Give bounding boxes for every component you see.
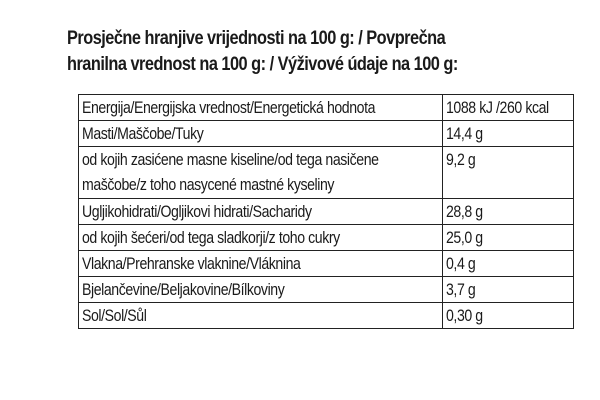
heading-line-1: Prosječne hranjive vrijednosti na 100 g: / Povprečna <box>67 28 446 49</box>
nutrient-name: Masti/Maščobe/Tuky <box>79 121 443 147</box>
nutrient-value: 9,2 g <box>443 147 574 199</box>
nutrition-table <box>78 94 574 329</box>
nutrient-value: 3,7 g <box>443 277 574 303</box>
nutrition-label <box>67 26 527 78</box>
nutrient-name: Sol/Sol/Sůl <box>79 303 443 329</box>
nutrient-name: Ugljikohidrati/Ogljikovi hidrati/Sacharidy <box>79 199 443 225</box>
nutrient-value: 25,0 g <box>443 225 574 251</box>
nutrient-value: 0,30 g <box>443 303 574 329</box>
nutrient-value: 14,4 g <box>443 121 574 147</box>
table-row-saturated-fat <box>79 147 574 199</box>
table-row-sugars <box>79 225 574 251</box>
nutrition-heading <box>67 26 527 78</box>
nutrient-value: 0,4 g <box>443 251 574 277</box>
table-row-protein <box>79 277 574 303</box>
table-row-salt <box>79 303 574 329</box>
nutrient-name: od kojih zasićene masne kiseline/od tega nasičene maščobe/z toho nasycené mastné kyseliny <box>79 147 443 199</box>
nutrient-name: Bjelančevine/Beljakovine/Bílkoviny <box>79 277 443 303</box>
table-row-energy <box>79 95 574 121</box>
nutrient-value: 28,8 g <box>443 199 574 225</box>
table-row-fibre <box>79 251 574 277</box>
nutrient-value: 1088 kJ /260 kcal <box>443 95 574 121</box>
nutrient-name: Energija/Energijska vrednost/Energetická hodnota <box>79 95 443 121</box>
heading-line-2: hranilna vrednost na 100 g: / Výživové údaje na 100 g: <box>67 54 458 75</box>
table-row-fat <box>79 121 574 147</box>
nutrient-name: Vlakna/Prehranske vlaknine/Vláknina <box>79 251 443 277</box>
nutrient-name: od kojih šećeri/od tega sladkorji/z toho cukry <box>79 225 443 251</box>
table-row-carbohydrates <box>79 199 574 225</box>
